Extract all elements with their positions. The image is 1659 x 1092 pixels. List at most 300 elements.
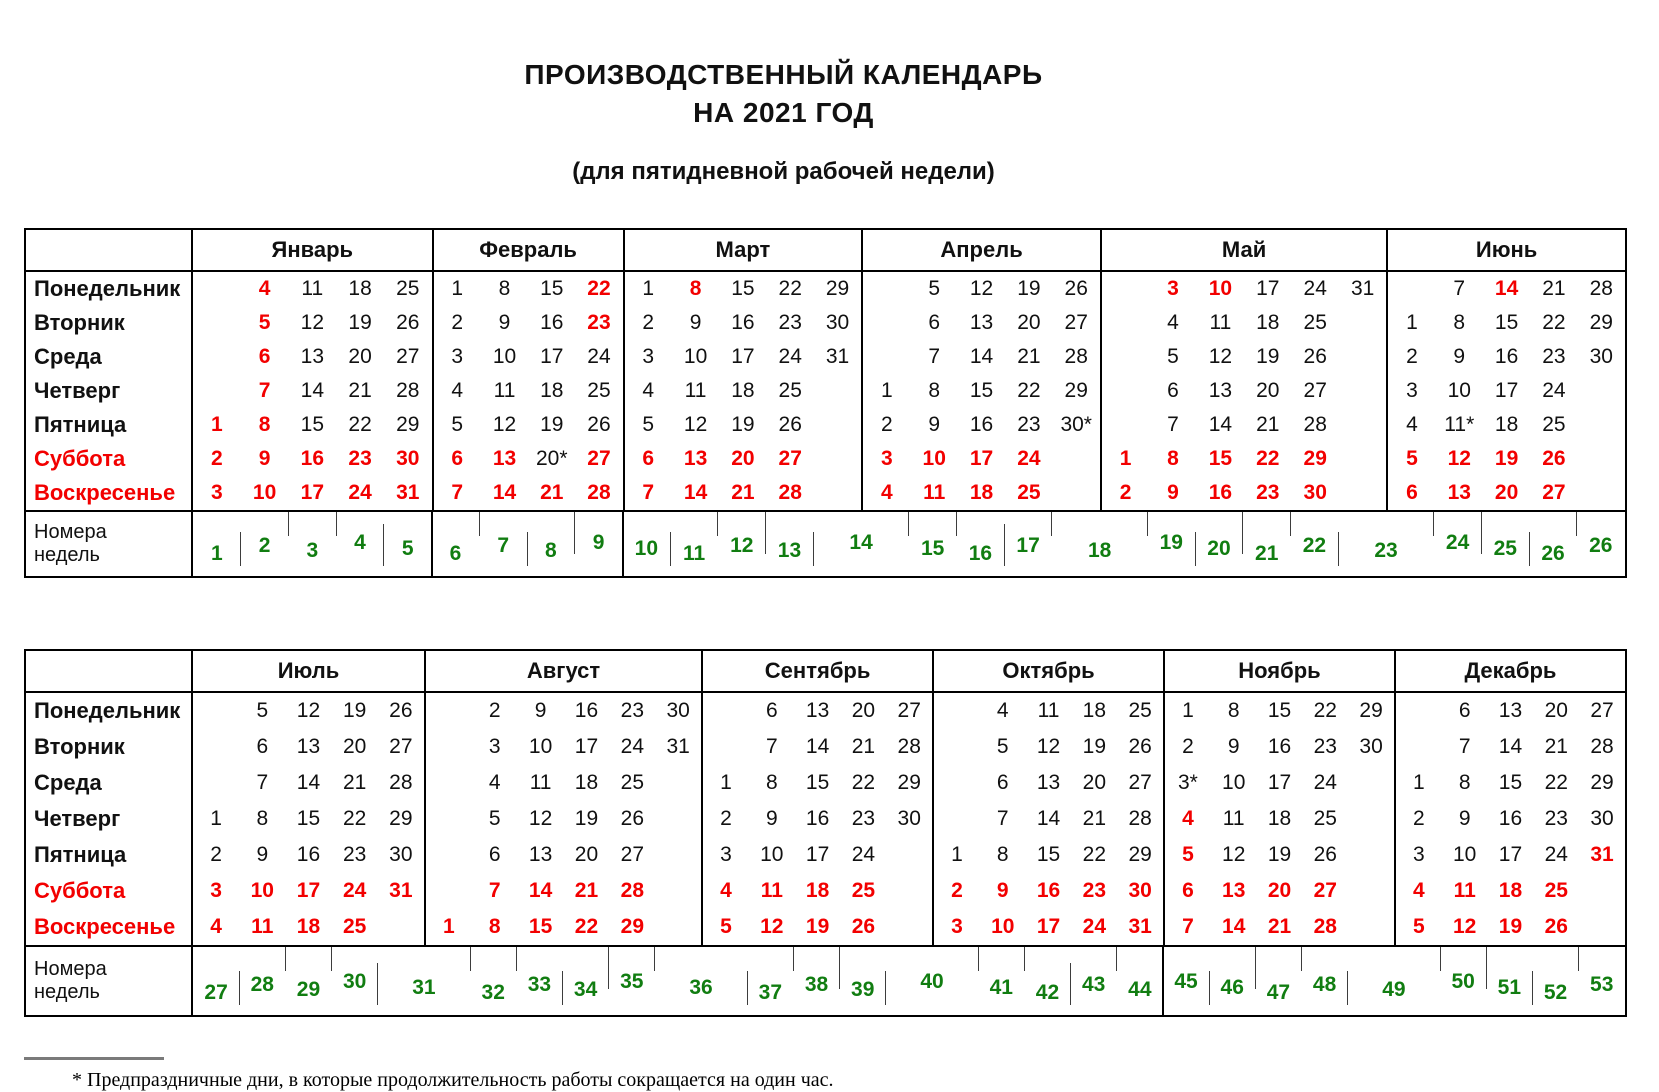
month-group [193,306,432,340]
weekday-row [26,729,1625,765]
date-cell: 1 [443,915,455,938]
date-cell: 3 [1406,379,1418,402]
day-label: Понедельник [26,693,193,729]
empty-cell [1102,306,1149,340]
empty-cell [886,909,932,945]
date-cell: 10 [250,879,274,902]
date-cell: 1 [211,413,223,436]
date-cell: 23 [348,447,372,470]
date-cell: 4 [642,379,655,402]
date-cell: 13 [1447,481,1471,504]
date-cell: 15 [1208,447,1233,470]
empty-cell [193,374,241,408]
date-cell: 5 [258,311,271,334]
empty-cell [1348,765,1394,801]
month-group [1163,693,1394,729]
date-cell: 15 [1267,699,1292,722]
date-cell: 27 [587,447,611,470]
month-group [1163,729,1394,765]
date-cell: 6 [1458,699,1471,722]
empty-cell [1339,476,1386,510]
date-cell: 3 [720,843,732,866]
month-group [932,729,1163,765]
date-cell: 15 [540,277,564,300]
week-number: 49 [1348,947,1440,1015]
week-number: 26 [1529,512,1577,576]
date-cell: 7 [1182,915,1194,938]
date-cell: 18 [574,771,599,794]
date-cell: 31 [825,345,850,368]
date-cell: 2 [1182,735,1194,758]
date-cell: 14 [528,879,553,902]
date-cell: 15 [296,807,321,830]
date-cell: 8 [1227,699,1240,722]
date-cell: 14 [300,379,325,402]
date-cell: 1 [1182,699,1194,722]
week-number: 40 [886,947,978,1015]
date-cell: 13 [1036,771,1061,794]
day-label: Воскресенье [26,909,193,945]
date-cell: 26 [851,915,876,938]
week-number: 44 [1117,947,1163,1015]
date-cell: 25 [342,915,367,938]
empty-cell [426,765,472,801]
week-number: 47 [1255,947,1301,1015]
date-cell: 10 [1222,771,1246,794]
month-group [432,374,623,408]
month-group [623,306,862,340]
empty-cell [1578,408,1625,442]
date-cell: 15 [805,771,830,794]
empty-cell [193,340,241,374]
empty-cell [1339,306,1386,340]
empty-cell [703,693,749,729]
month-group [424,909,701,945]
month-header: Июнь [1386,230,1625,270]
date-cell: 11 [529,771,552,794]
month-group [1394,909,1625,945]
empty-cell [378,909,424,945]
date-cell: 2 [881,413,893,436]
week-number: 34 [563,947,609,1015]
date-cell: 19 [1494,447,1519,470]
date-cell: 9 [1458,807,1471,830]
date-cell: 9 [1453,345,1466,368]
month-group [193,765,424,801]
date-cell: 8 [1458,771,1471,794]
date-cell: 24 [778,345,802,368]
date-cell: 19 [1498,915,1523,938]
week-number: 22 [1291,512,1339,576]
date-cell: 7 [258,379,271,402]
day-label: Четверг [26,801,193,837]
week-number: 4 [336,512,384,576]
date-cell: 12 [683,413,708,436]
date-cell: 2 [488,699,501,722]
date-cell: 21 [731,481,755,504]
date-cell: 31 [396,481,420,504]
date-cell: 17 [1267,771,1292,794]
week-number: 20 [1195,512,1243,576]
date-cell: 8 [765,771,778,794]
date-cell: 3 [210,879,222,902]
date-cell: 17 [540,345,564,368]
date-cell: 6 [1167,379,1179,402]
empty-cell [1579,873,1625,909]
date-cell: 9 [1227,735,1240,758]
date-cell: 23 [1544,807,1568,830]
month-group [432,408,623,442]
date-cell: 14 [1494,277,1519,300]
day-label: Пятница [26,408,193,442]
weekday-row [26,408,1625,442]
date-cell: 21 [1017,345,1041,368]
date-cell: 22 [1256,447,1280,470]
week-number: 30 [332,947,378,1015]
empty-cell [814,374,861,408]
month-group [1100,408,1386,442]
month-group [193,729,424,765]
date-cell: 9 [256,843,269,866]
date-cell: 20 [1256,379,1280,402]
date-cell: 25 [1128,699,1152,722]
date-cell: 7 [451,481,464,504]
corner-cell [26,230,193,270]
date-cell: 9 [1167,481,1179,504]
month-group [861,442,1100,476]
week-number: 46 [1209,947,1255,1015]
date-cell: 21 [1542,277,1566,300]
empty-cell [426,729,472,765]
date-cell: 30 [825,311,850,334]
month-header: Ноябрь [1163,651,1394,691]
month-group [1100,442,1386,476]
date-cell: 26 [389,699,413,722]
date-cell: 18 [805,879,830,902]
weekday-row [26,873,1625,909]
month-group [1386,374,1625,408]
date-cell: 27 [1303,379,1327,402]
date-cell: 14 [492,481,517,504]
date-cell: 13 [1222,879,1246,902]
date-cell: 1 [951,843,963,866]
month-group [1394,729,1625,765]
month-group [701,837,932,873]
date-cell: 3 [1413,843,1425,866]
day-label: Вторник [26,306,193,340]
date-cell: 27 [1313,879,1337,902]
date-cell: 14 [1208,413,1233,436]
date-cell: 5 [1182,843,1194,866]
empty-cell [863,272,910,306]
month-group [932,837,1163,873]
week-number: 9 [575,512,623,576]
empty-cell [655,837,701,873]
date-cell: 11 [684,379,707,402]
date-cell: 24 [1313,771,1337,794]
empty-cell [1578,476,1625,510]
date-cell: 27 [1064,311,1088,334]
date-cell: 27 [396,345,420,368]
empty-cell [426,801,472,837]
date-cell: 16 [296,843,321,866]
date-cell: 6 [1182,879,1194,902]
date-cell: 13 [300,345,325,368]
month-group [432,476,623,510]
date-cell: 22 [1017,379,1041,402]
date-cell: 20 [1017,311,1041,334]
date-cell: 6 [1406,481,1418,504]
month-group [193,272,432,306]
date-cell: 8 [996,843,1009,866]
date-cell: 1 [1119,447,1132,470]
date-cell: 30 [1590,807,1614,830]
month-group [623,374,862,408]
date-cell: 28 [620,879,644,902]
date-cell: 27 [778,447,802,470]
empty-cell [1339,340,1386,374]
date-cell: 29 [389,807,413,830]
date-cell: 28 [1589,277,1613,300]
date-cell: 15 [300,413,325,436]
date-cell: 15 [528,915,553,938]
week-number: 25 [1481,512,1529,576]
day-label: Воскресенье [26,476,193,510]
week-number: 2 [241,512,289,576]
empty-cell [193,765,239,801]
date-cell: 14 [1498,735,1523,758]
weekday-row [26,476,1625,510]
date-cell: 18 [348,277,372,300]
date-cell: 13 [492,447,517,470]
month-group [193,476,432,510]
date-cell: 25 [1542,413,1566,436]
date-cell: 19 [540,413,564,436]
week-number: 14 [813,512,908,576]
empty-cell [1102,272,1149,306]
date-cell: 21 [1082,807,1107,830]
date-cell: 2 [451,311,464,334]
date-cell: 24 [1542,379,1566,402]
date-cell: 5 [928,277,941,300]
week-numbers-label: Номера недель [26,947,193,1015]
date-cell: 23 [1017,413,1041,436]
date-cell: 17 [300,481,325,504]
date-cell: 22 [348,413,372,436]
date-cell: 19 [1256,345,1280,368]
month-group [1394,693,1625,729]
date-cell: 22 [574,915,599,938]
empty-cell [193,693,239,729]
date-cell: 4 [1182,807,1194,830]
date-cell: 19 [1017,277,1041,300]
date-cell: 6 [642,447,655,470]
week-number: 27 [204,981,228,1004]
date-cell: 29 [1064,379,1088,402]
month-group [623,476,862,510]
empty-cell [814,476,861,510]
week-number: 33 [516,947,562,1015]
date-cell: 12 [300,311,325,334]
date-cell: 8 [689,277,702,300]
date-cell: 1 [1406,311,1418,334]
month-header: Март [623,230,862,270]
date-cell: 28 [1590,735,1614,758]
empty-cell [1348,801,1394,837]
date-cell: 28 [1128,807,1152,830]
date-cell: 12 [1036,735,1061,758]
date-cell: 2 [951,879,963,902]
week-number: 19 [1147,512,1195,576]
empty-cell [193,306,241,340]
date-cell: 26 [1544,915,1568,938]
date-cell: 20 [342,735,367,758]
empty-cell [934,801,980,837]
date-cell: 3 [451,345,464,368]
date-cell: 6 [928,311,941,334]
date-cell: 6 [256,735,269,758]
week-number: 41 [978,947,1024,1015]
week-number: 36 [655,947,747,1015]
date-cell: 10 [1452,843,1477,866]
week-number: 31 [378,947,470,1015]
date-cell: 11 [1209,311,1232,334]
empty-cell [886,837,932,873]
date-cell: 29 [1359,699,1383,722]
day-label: Суббота [26,873,193,909]
week-number: 38 [793,947,839,1015]
date-cell: 17 [731,345,755,368]
week-number: 21 [1243,512,1291,576]
date-cell: 17 [1256,277,1280,300]
date-cell: 26 [587,413,611,436]
date-cell: 16 [969,413,994,436]
day-label: Суббота [26,442,193,476]
date-cell: 8 [488,915,501,938]
date-cell: 1 [1413,771,1425,794]
week-number: 18 [1052,512,1147,576]
date-cell: 30 [1128,879,1152,902]
day-label: Пятница [26,837,193,873]
date-cell: 7 [1458,735,1471,758]
date-cell: 4 [488,771,501,794]
date-cell: 15 [1498,771,1523,794]
week-numbers-label: Номера недель [26,512,193,576]
month-group [193,374,432,408]
date-cell: 5 [1413,915,1425,938]
date-cell: 22 [1544,771,1568,794]
date-cell: 23 [1082,879,1107,902]
date-cell: 26 [1313,843,1337,866]
empty-cell [814,442,861,476]
empty-cell [193,272,241,306]
date-cell: 12 [760,915,784,938]
date-cell: 16 [1498,807,1523,830]
date-cell: 4 [1406,413,1418,436]
date-cell: 11 [493,379,516,402]
date-cell: 13 [1208,379,1233,402]
date-cell: 21 [574,879,599,902]
month-group [193,909,424,945]
date-cell: 14 [1036,807,1061,830]
week-number: 35 [609,947,655,1015]
date-cell: 30 [389,843,413,866]
date-cell: 5 [1167,345,1179,368]
empty-cell [655,801,701,837]
date-cell: 21 [851,735,876,758]
date-cell: 19 [1082,735,1107,758]
week-number: 17 [1004,512,1052,576]
weekday-row [26,837,1625,873]
date-cell: 25 [1017,481,1041,504]
date-cell: 2 [210,843,222,866]
date-cell: 22 [1082,843,1107,866]
month-group [701,801,932,837]
week-number: 52 [1532,947,1578,1015]
date-cell: 31 [1590,843,1614,866]
empty-cell [1339,374,1386,408]
week-numbers-row [26,945,1625,1015]
date-cell: 16 [1036,879,1061,902]
date-cell: 9 [996,879,1009,902]
month-header: Октябрь [932,651,1163,691]
page-title-line1: ПРОИЗВОДСТВЕННЫЙ КАЛЕНДАРЬ [524,59,1043,90]
empty-cell [655,765,701,801]
date-cell: 12 [492,413,517,436]
date-cell: 28 [897,735,921,758]
calendar-table-second-half [24,649,1627,1017]
date-cell: 6 [996,771,1009,794]
empty-cell [655,873,701,909]
date-cell: 26 [396,311,420,334]
date-cell: 29 [396,413,420,436]
date-cell: 28 [389,771,413,794]
date-cell: 29 [825,277,850,300]
date-cell: 18 [1256,311,1280,334]
date-cell: 2 [720,807,732,830]
empty-cell [193,729,239,765]
week-number: 16 [957,512,1005,576]
month-group [932,873,1163,909]
date-cell: 21 [540,481,564,504]
date-cell: 20 [851,699,876,722]
date-cell: 3 [488,735,501,758]
date-cell: 18 [540,379,564,402]
date-cell: 23 [778,311,802,334]
date-cell: 25 [851,879,876,902]
week-number: 11 [670,512,718,576]
date-cell: 30 [1589,345,1613,368]
date-cell: 7 [488,879,501,902]
date-cell: 3* [1177,771,1198,794]
date-cell: 28 [1313,915,1337,938]
month-group [424,693,701,729]
month-group [701,873,932,909]
date-cell: 21 [1267,915,1292,938]
date-cell: 23 [587,311,611,334]
date-cell: 14 [805,735,830,758]
month-group [861,374,1100,408]
week-number: 26 [1577,512,1625,576]
date-cell: 5 [1406,447,1418,470]
date-cell: 19 [1267,843,1292,866]
empty-cell [934,729,980,765]
date-cell: 31 [666,735,690,758]
month-group [432,272,623,306]
date-cell: 4 [1413,879,1425,902]
date-cell: 22 [587,277,611,300]
date-cell: 19 [805,915,830,938]
